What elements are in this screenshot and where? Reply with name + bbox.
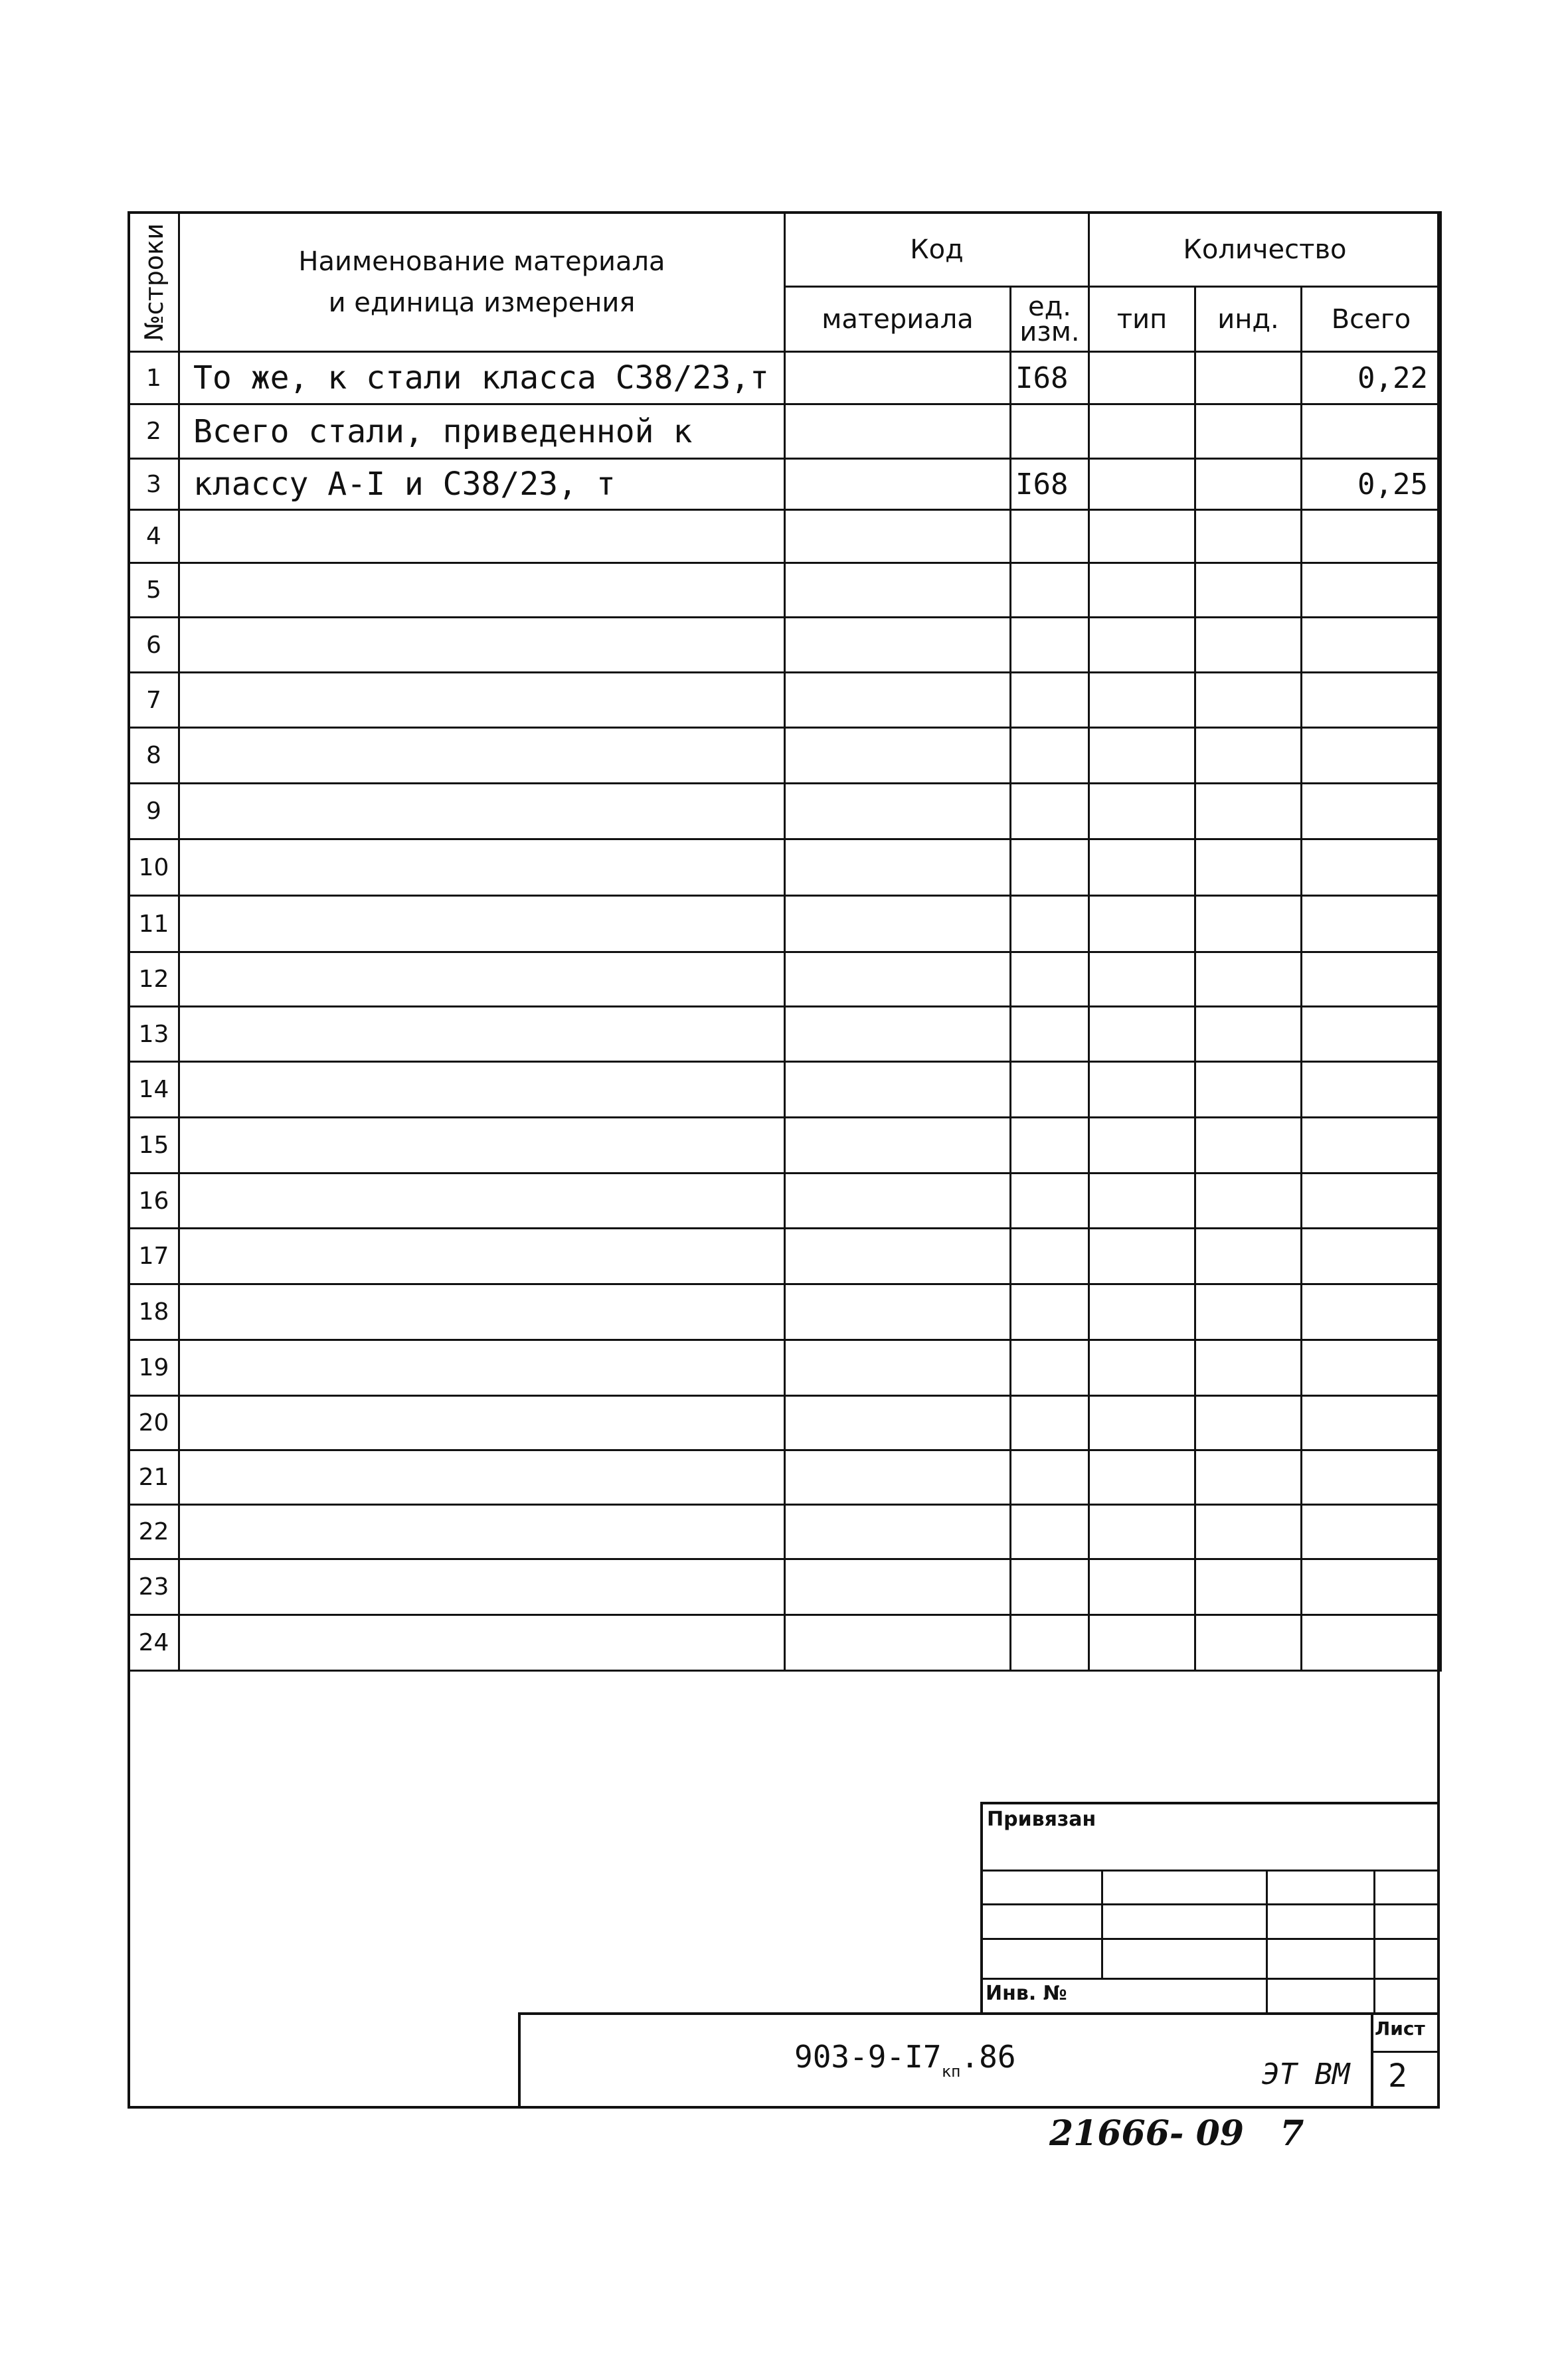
total-quantity-cell: [1302, 510, 1441, 563]
total-quantity-cell: [1302, 1559, 1441, 1615]
total-quantity-cell: 0,25: [1302, 459, 1441, 510]
individual-quantity-cell: [1195, 404, 1302, 459]
unit-code-cell: I68: [1011, 352, 1089, 404]
individual-quantity-cell: [1195, 1396, 1302, 1450]
total-quantity-cell: [1302, 1118, 1441, 1174]
row-number-cell: 15: [129, 1118, 179, 1174]
row-number-cell: 11: [129, 896, 179, 952]
row-number-cell: 18: [129, 1284, 179, 1340]
individual-quantity-cell: [1195, 1174, 1302, 1229]
table-row: [129, 1062, 1441, 1118]
table-row: [129, 1118, 1441, 1174]
material-name-cell: [179, 952, 785, 1007]
individual-quantity-cell: [1195, 510, 1302, 563]
material-code-cell: [785, 1118, 1011, 1174]
row-number-cell: 20: [129, 1396, 179, 1450]
unit-code-cell: [1011, 784, 1089, 839]
table-row: [129, 1174, 1441, 1229]
unit-code-cell: [1011, 618, 1089, 673]
material-name-cell: [179, 563, 785, 618]
type-quantity-cell: [1089, 563, 1195, 618]
unit-code-cell: [1011, 1174, 1089, 1229]
individual-quantity-cell: [1195, 1340, 1302, 1396]
individual-quantity-cell: [1195, 952, 1302, 1007]
material-code-cell: [785, 1284, 1011, 1340]
material-code-cell: [785, 784, 1011, 839]
material-name-cell: [179, 673, 785, 728]
material-name-cell: [179, 1062, 785, 1118]
individual-quantity-cell: [1195, 839, 1302, 896]
material-name-cell: [179, 510, 785, 563]
material-code-cell: [785, 1340, 1011, 1396]
type-quantity-cell: [1089, 784, 1195, 839]
total-quantity-cell: [1302, 1450, 1441, 1505]
unit-code-cell: [1011, 1284, 1089, 1340]
material-code-cell: [785, 404, 1011, 459]
row-number-cell: 24: [129, 1615, 179, 1671]
material-name-cell: [179, 1615, 785, 1671]
material-name-cell: То же, к стали класса С38/23,т: [179, 352, 785, 404]
material-name-cell: [179, 1007, 785, 1062]
total-quantity-cell: [1302, 1396, 1441, 1450]
individual-quantity-cell: [1195, 896, 1302, 952]
material-name-cell: [179, 728, 785, 784]
type-quantity-cell: [1089, 728, 1195, 784]
table-row: [129, 563, 1441, 618]
table-row: [129, 1229, 1441, 1284]
table-row: [129, 728, 1441, 784]
row-number-cell: 9: [129, 784, 179, 839]
type-quantity-cell: [1089, 1340, 1195, 1396]
document-code: ЭТ ВМ: [1262, 2057, 1350, 2091]
total-quantity-cell: [1302, 1062, 1441, 1118]
unit-code-cell: [1011, 673, 1089, 728]
type-quantity-cell: [1089, 1615, 1195, 1671]
sheet-label: Лист: [1375, 2018, 1425, 2040]
material-code-cell: [785, 1615, 1011, 1671]
table-row: [129, 510, 1441, 563]
handwritten-registration-number: 21666- 09 7: [1049, 2113, 1304, 2154]
unit-code-cell: [1011, 1007, 1089, 1062]
total-quantity-cell: 0,22: [1302, 352, 1441, 404]
material-name-cell: [179, 1450, 785, 1505]
material-name-cell: [179, 1118, 785, 1174]
unit-code-cell: [1011, 1118, 1089, 1174]
individual-quantity-cell: [1195, 673, 1302, 728]
unit-code-cell: [1011, 896, 1089, 952]
individual-quantity-cell: [1195, 1615, 1302, 1671]
row-number-cell: 5: [129, 563, 179, 618]
table-row: [129, 839, 1441, 896]
individual-quantity-cell: [1195, 1118, 1302, 1174]
material-code-cell: [785, 1007, 1011, 1062]
table-row: [129, 352, 1441, 404]
table-row: [129, 896, 1441, 952]
material-code-cell: [785, 1174, 1011, 1229]
header-material-name: Наименование материала и единица измерения: [179, 213, 785, 352]
row-number-cell: 1: [129, 352, 179, 404]
row-number-cell: 6: [129, 618, 179, 673]
type-quantity-cell: [1089, 1062, 1195, 1118]
material-name-cell: [179, 784, 785, 839]
type-quantity-cell: [1089, 896, 1195, 952]
material-code-cell: [785, 1062, 1011, 1118]
material-code-cell: [785, 839, 1011, 896]
individual-quantity-cell: [1195, 1505, 1302, 1559]
row-number-cell: 2: [129, 404, 179, 459]
total-quantity-cell: [1302, 952, 1441, 1007]
row-number-cell: 19: [129, 1340, 179, 1396]
row-number-cell: 21: [129, 1450, 179, 1505]
unit-code-cell: [1011, 1062, 1089, 1118]
unit-code-cell: [1011, 1505, 1089, 1559]
total-quantity-cell: [1302, 1229, 1441, 1284]
table-row: [129, 673, 1441, 728]
unit-code-cell: [1011, 952, 1089, 1007]
type-quantity-cell: [1089, 1229, 1195, 1284]
individual-quantity-cell: [1195, 352, 1302, 404]
individual-quantity-cell: [1195, 1450, 1302, 1505]
header-code-group: Код: [785, 213, 1089, 287]
header-row-number: №строки: [129, 213, 179, 352]
row-number-cell: 16: [129, 1174, 179, 1229]
material-code-cell: [785, 1450, 1011, 1505]
unit-code-cell: [1011, 563, 1089, 618]
material-code-cell: [785, 1559, 1011, 1615]
header-quantity-group: Количество: [1089, 213, 1441, 287]
unit-code-cell: [1011, 1615, 1089, 1671]
type-quantity-cell: [1089, 510, 1195, 563]
material-name-cell: [179, 1229, 785, 1284]
materials-table: [128, 211, 1442, 1672]
individual-quantity-cell: [1195, 563, 1302, 618]
header-material-code: материала: [785, 287, 1011, 352]
row-number-cell: 8: [129, 728, 179, 784]
total-quantity-cell: [1302, 673, 1441, 728]
material-code-cell: [785, 1396, 1011, 1450]
unit-code-cell: I68: [1011, 459, 1089, 510]
unit-code-cell: [1011, 1450, 1089, 1505]
material-code-cell: [785, 510, 1011, 563]
type-quantity-cell: [1089, 1396, 1195, 1450]
total-quantity-cell: [1302, 1284, 1441, 1340]
material-code-cell: [785, 1505, 1011, 1559]
material-name-cell: [179, 839, 785, 896]
material-name-cell: [179, 1396, 785, 1450]
individual-quantity-cell: [1195, 459, 1302, 510]
material-code-cell: [785, 728, 1011, 784]
total-quantity-cell: [1302, 728, 1441, 784]
total-quantity-cell: [1302, 1174, 1441, 1229]
row-number-cell: 4: [129, 510, 179, 563]
table-row: [129, 1505, 1441, 1559]
individual-quantity-cell: [1195, 1284, 1302, 1340]
unit-code-cell: [1011, 1559, 1089, 1615]
row-number-cell: 22: [129, 1505, 179, 1559]
material-code-cell: [785, 563, 1011, 618]
type-quantity-cell: [1089, 839, 1195, 896]
unit-code-cell: [1011, 404, 1089, 459]
material-code-cell: [785, 618, 1011, 673]
unit-code-cell: [1011, 1229, 1089, 1284]
total-quantity-cell: [1302, 896, 1441, 952]
header-total: Всего: [1302, 287, 1441, 352]
sheet-number: 2: [1388, 2057, 1407, 2095]
material-code-cell: [785, 952, 1011, 1007]
table-row: [129, 784, 1441, 839]
total-quantity-cell: [1302, 404, 1441, 459]
total-quantity-cell: [1302, 1007, 1441, 1062]
individual-quantity-cell: [1195, 784, 1302, 839]
material-name-cell: [179, 1505, 785, 1559]
total-quantity-cell: [1302, 839, 1441, 896]
table-row: [129, 1284, 1441, 1340]
type-quantity-cell: [1089, 952, 1195, 1007]
table-row: [129, 1340, 1441, 1396]
type-quantity-cell: [1089, 673, 1195, 728]
type-quantity-cell: [1089, 404, 1195, 459]
row-number-cell: 10: [129, 839, 179, 896]
unit-code-cell: [1011, 728, 1089, 784]
material-name-cell: [179, 1174, 785, 1229]
material-name-cell: [179, 618, 785, 673]
material-name-cell: классу A-I и С38/23, т: [179, 459, 785, 510]
type-quantity-cell: [1089, 352, 1195, 404]
individual-quantity-cell: [1195, 728, 1302, 784]
total-quantity-cell: [1302, 563, 1441, 618]
material-code-cell: [785, 1229, 1011, 1284]
individual-quantity-cell: [1195, 1559, 1302, 1615]
header-individual: инд.: [1195, 287, 1302, 352]
type-quantity-cell: [1089, 1450, 1195, 1505]
material-name-cell: [179, 1340, 785, 1396]
table-row: [129, 952, 1441, 1007]
total-quantity-cell: [1302, 1615, 1441, 1671]
type-quantity-cell: [1089, 618, 1195, 673]
individual-quantity-cell: [1195, 618, 1302, 673]
individual-quantity-cell: [1195, 1229, 1302, 1284]
total-quantity-cell: [1302, 618, 1441, 673]
table-row: [129, 1559, 1441, 1615]
table-row: [129, 459, 1441, 510]
unit-code-cell: [1011, 510, 1089, 563]
material-name-cell: [179, 1284, 785, 1340]
row-number-cell: 7: [129, 673, 179, 728]
row-number-cell: 12: [129, 952, 179, 1007]
table-row: [129, 618, 1441, 673]
type-quantity-cell: [1089, 1559, 1195, 1615]
type-quantity-cell: [1089, 1284, 1195, 1340]
material-name-cell: [179, 1559, 785, 1615]
table-row: [129, 1615, 1441, 1671]
type-quantity-cell: [1089, 1505, 1195, 1559]
table-row: [129, 1450, 1441, 1505]
material-code-cell: [785, 352, 1011, 404]
total-quantity-cell: [1302, 1340, 1441, 1396]
inventory-number-label: Инв. №: [986, 1982, 1067, 2005]
table-row: [129, 404, 1441, 459]
table-row: [129, 1396, 1441, 1450]
type-quantity-cell: [1089, 1118, 1195, 1174]
row-number-cell: 3: [129, 459, 179, 510]
material-code-cell: [785, 673, 1011, 728]
type-quantity-cell: [1089, 459, 1195, 510]
material-name-cell: [179, 896, 785, 952]
unit-code-cell: [1011, 1396, 1089, 1450]
type-quantity-cell: [1089, 1007, 1195, 1062]
total-quantity-cell: [1302, 1505, 1441, 1559]
document-number: $903-9-I7_{кп}.86$: [794, 2039, 1016, 2081]
header-type: тип: [1089, 287, 1195, 352]
row-number-cell: 14: [129, 1062, 179, 1118]
material-code-cell: [785, 896, 1011, 952]
material-name-cell: Всего стали, приведенной к: [179, 404, 785, 459]
row-number-cell: 17: [129, 1229, 179, 1284]
individual-quantity-cell: [1195, 1062, 1302, 1118]
individual-quantity-cell: [1195, 1007, 1302, 1062]
header-unit: ед. изм.: [1011, 287, 1089, 352]
table-row: [129, 1007, 1441, 1062]
unit-code-cell: [1011, 1340, 1089, 1396]
row-number-cell: 23: [129, 1559, 179, 1615]
unit-code-cell: [1011, 839, 1089, 896]
type-quantity-cell: [1089, 1174, 1195, 1229]
bound-label: Привязан: [987, 1808, 1096, 1831]
total-quantity-cell: [1302, 784, 1441, 839]
material-code-cell: [785, 459, 1011, 510]
row-number-cell: 13: [129, 1007, 179, 1062]
